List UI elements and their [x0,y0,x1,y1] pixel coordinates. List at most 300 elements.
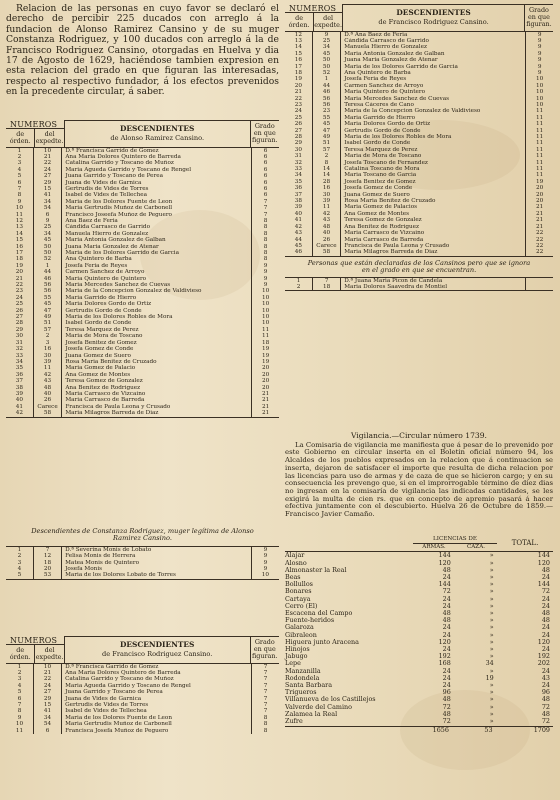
armas-heading: ARMAS. [422,544,446,551]
grado-value: 8 [252,244,279,250]
expediente-number: 57 [312,147,341,153]
grado-value: 8 [252,237,279,243]
grado-value: 10 [251,572,279,579]
armas-value: 72 [442,702,451,711]
orden-number: 1 [17,663,22,670]
expediente-number: 40 [33,391,62,397]
orden-number: 28 [15,320,23,327]
grado-value: 6 [252,180,279,186]
grado-value: 22 [526,243,553,249]
caza-value: » [489,609,494,618]
expediente-number: 58 [312,249,341,256]
orden-number: 43 [294,230,302,237]
descendant-name: Ana Benitez de Rodriguez [62,385,252,391]
expediente-number: 50 [33,244,62,250]
orden-number: 33 [294,166,302,173]
grado-value: 7 [252,199,279,205]
expediente-number: 6 [33,212,62,218]
numeros-heading: NUMEROS [10,635,58,645]
expediente-number: 40 [312,230,341,236]
town-name: Zufre [285,717,303,726]
descendant-name: Maria Garrido de Hierro [341,115,526,121]
total-value: 24 [541,681,550,690]
armas-value: 48 [442,565,451,574]
descendant-name: Maria Carrasco de Barreda [341,237,526,243]
descendant-name: Isabel Gordo de Conde [62,320,252,326]
licencia-row [285,653,553,660]
armas-value: 24 [442,630,451,639]
orden-number: 23 [15,288,23,295]
expediente-number: 14 [312,166,341,172]
expediente-number: 39 [312,198,341,204]
armas-value: 72 [442,587,451,596]
grado-value: 21 [252,397,279,403]
alonso-rows [6,147,279,418]
armas-value: 48 [442,609,451,618]
orden-number: 2 [17,669,22,676]
grado-value: 21 [526,204,553,210]
descendant-name: Maria de la Concepcion Gonzalez de Valdivieso [62,288,252,294]
town-name: Hinojos [285,645,310,654]
descendant-name: Juana Gomez de Suero [341,192,526,198]
orden-number: 19 [294,76,302,83]
licencia-row [285,588,553,595]
caza-value: » [489,623,494,632]
grado-value: 9 [251,553,279,559]
expediente-number: 43 [33,378,62,384]
town-name: Fuente-heridos [285,616,335,625]
founder-label: de Francisco Rodriguez Cansino. [102,649,213,658]
expediente-number: 24 [34,683,62,689]
orden-number: 42 [15,410,23,417]
descendant-name: Maria de la Concepcion Gonzalez de Valdivieso [341,108,526,114]
orden-number: 5 [17,572,22,579]
grado-value: 8 [252,256,279,262]
descendant-name: Maria Dolores Saavedra de Montiel [341,284,526,291]
orden-number: 24 [15,294,23,301]
descendant-name: Cándida Carrasco de Garrido [341,38,526,44]
de-orden-heading: de órden. [6,644,35,663]
orden-number: 3 [17,160,22,167]
descendant-name: Juana de Vides de Garnica [62,180,252,186]
caza-value: » [489,688,494,697]
grado-value: 6 [252,167,279,173]
total-heading: TOTAL. [511,539,539,548]
descendant-name: Rosa Maria Benitez de Cruzado [62,359,252,365]
descendant-name: Juana Maria Gonzalez de Atenar [62,244,252,250]
expediente-number: 41 [34,708,62,714]
expediente-number: 28 [312,179,341,185]
caza-value: » [489,616,494,625]
licencias-totals-row [285,727,553,735]
descendant-name: Teresa Marquez de Perez [62,327,252,333]
grado-value: 9 [526,44,553,50]
descendant-name: Francisca de Paula Leona y Crusado [62,404,252,410]
descendant-name: Ana Benitez de Rodriguez [341,224,526,230]
expediente-number: 50 [312,57,341,63]
grado-value: 21 [252,410,279,417]
expediente-number: 54 [34,721,62,727]
descendant-name: Gertrudis de Vides de Torres [62,702,252,708]
orden-number: 40 [15,397,23,404]
expediente-number: 52 [312,70,341,76]
descendant-name: Maria Mercedes Sanchez de Cuevas [341,96,526,102]
armas-value: 96 [442,688,451,697]
orden-number: 11 [15,211,23,218]
grado-value: 6 [252,147,279,154]
total-value: 48 [541,695,550,704]
grado-value: 9 [526,38,553,44]
expediente-number: 53 [33,572,61,579]
caza-value: » [489,594,494,603]
grado-value: 9 [526,57,553,63]
expediente-number: 55 [33,295,62,301]
descendant-name: Josefa Feria de Reyes [341,76,526,82]
expediente-number: 48 [33,385,62,391]
grado-value: 11 [526,134,553,140]
orden-number: 13 [15,224,23,231]
total-value: 24 [541,594,550,603]
expediente-number: 25 [312,38,341,44]
expediente-number: 7 [313,277,341,284]
town-name: Cartaya [285,594,311,603]
grado-value: 11 [526,115,553,121]
expediente-number: 6 [34,728,62,734]
orden-number: 31 [15,339,23,346]
table-row [6,410,279,417]
town-name: Santa Barbara [285,681,333,690]
numeros-heading: NUMEROS [289,3,337,13]
expediente-number: 50 [312,64,341,70]
descendant-name: Maria Gertrudis Muñoz de Carbonell [62,205,252,211]
caza-value: » [489,652,494,661]
descendant-name: Maria Gertrudis Muñoz de Carbonell [62,721,252,727]
descendant-name: Manuela Hierro de Gonzalez [62,231,252,237]
grado-value: 10 [252,288,279,294]
expediente-number: 57 [33,327,62,333]
descendant-name: Maria de los Dolores Fuente de Leon [62,199,252,205]
grado-value: 6 [252,186,279,192]
armas-value: 48 [442,709,451,718]
expediente-number: 7 [33,546,61,553]
expediente-number: 10 [34,663,62,670]
town-name: Lepe [285,659,301,668]
expediente-number: 15 [33,186,62,192]
descendant-name: Ana Baez de Feria [62,218,252,224]
descendant-name: Catalina Toscano de Mora [341,166,526,172]
descendant-name: Maria de los Dolores Fuente de Leon [62,715,252,721]
grado-value: 11 [526,172,553,178]
caza-value: » [489,587,494,596]
orden-number: 32 [294,159,302,166]
orden-number: 15 [15,237,23,244]
descendant-name: Ana Maria Dolores Quintero de Barreda [62,154,252,160]
grado-value: 8 [252,250,279,256]
descendant-name: Carmen Sanchez de Arroyo [62,269,252,275]
founder-label: de Alonso Ramirez Cansino. [110,133,205,142]
expediente-number: 45 [33,237,62,243]
licencia-row [285,581,553,588]
total-general: 1709 [533,726,550,735]
orden-number: 17 [15,250,23,256]
orden-number: 6 [17,179,22,186]
expediente-number: 47 [312,128,341,134]
caza-value: » [489,666,494,675]
descendant-name: D.ª Francisca Garrido de Gomez [62,663,252,670]
expediente-number: 26 [312,237,341,243]
town-name: Villanueva de los Castillejos [285,695,376,704]
descendant-name: Josefa Gomez de Conde [341,185,526,191]
orden-number: 11 [15,727,24,734]
grado-value: 7 [252,702,279,708]
grado-value: 8 [252,721,279,727]
orden-number: 34 [15,358,23,365]
grado-value: 21 [252,404,279,410]
grado-value: 19 [526,179,553,185]
grado-value: 9 [526,51,553,57]
table-constanza-rodriguez [6,528,279,580]
expediente-number: 23 [312,108,341,114]
grado-value: 11 [526,140,553,146]
circular-1739 [285,432,553,519]
caza-heading: CAZA. [466,544,486,551]
descendant-name: Maria Agueda Garrido y Toscano de Rengel [62,683,252,689]
grado-value: 20 [526,192,553,198]
grado-value: 11 [526,108,553,114]
grado-value: 19 [252,359,279,365]
descendant-name: Juana Garrido y Toscano de Perea [62,173,252,179]
orden-number: 13 [294,37,302,44]
expediente-number: 45 [312,51,341,57]
descendant-name: Juana Maria Gonzalez de Atenar [341,57,526,63]
descendant-name: Maria Gomez de Palacios [341,204,526,210]
licencia-row [285,567,553,574]
expediente-number: 48 [312,224,341,230]
total-value: 48 [541,616,550,625]
orden-number: 2 [17,553,22,560]
grado-value: 20 [526,185,553,191]
armas-value: 48 [442,695,451,704]
grado-value: 9 [252,269,279,275]
grado-heading: Grado en que figuran. [250,121,279,147]
descendant-name: Maria Antonia Gonzalez de Galban [341,51,526,57]
total-value: 96 [541,688,550,697]
orden-number: 35 [15,365,23,372]
numeros-heading: NUMEROS [10,119,58,129]
orden-number: 21 [294,89,302,96]
grado-value: 20 [252,378,279,384]
descendant-name: Maria Milagros Barreda de Diaz [62,410,252,417]
expediente-number: 9 [33,218,62,224]
orden-number: 7 [17,701,22,708]
expediente-number: 34 [33,231,62,237]
descendant-name: Isabel de Vides de Tellechea [62,192,252,198]
expediente-number: 27 [33,173,62,179]
expediente-number: 12 [33,553,61,559]
grado-value: 6 [252,192,279,198]
descendant-name: Maria Mercedes Sanchez de Cuevas [62,282,252,288]
table-row [6,546,279,553]
expediente-number: 9 [312,31,341,38]
table-row [285,249,553,256]
descendant-name: Teresa Gomez de Gonzalez [62,378,252,384]
caza-value: » [489,551,494,560]
orden-number: 30 [294,146,302,153]
total-value: 24 [541,623,550,632]
orden-number: 35 [294,178,302,185]
grado-value: 9 [526,64,553,70]
grado-value: 10 [252,301,279,307]
founder-label: de Francisco Rodriguez Cansino. [378,17,489,26]
grado-value: 10 [526,76,553,82]
expediente-number: 44 [312,83,341,89]
unknown-grade-rows [285,277,553,292]
expediente-number: 25 [33,224,62,230]
descendant-name: Teresa Cáceres de Cano [341,102,526,108]
grado-value: 22 [526,230,553,236]
orden-number: 30 [15,333,23,340]
licencia-row [285,711,553,718]
expediente-number: 24 [33,167,62,173]
descendant-name: Matea Monis de Quintero [62,560,252,566]
town-name: Escacena del Campo [285,609,353,618]
descendant-name: Cándida Carrasco de Garrido [62,224,252,230]
grado-value: 9 [252,276,279,282]
table-row [6,663,279,670]
descendant-name: Gertrudis Gordo de Conde [62,308,252,314]
del-expediente-heading: del expedte. [314,13,342,29]
descendant-name: Josefa Gomez de Conde [62,346,252,352]
orden-number: 38 [15,384,23,391]
licencia-row [285,552,553,560]
total-value: 72 [541,717,550,726]
grado-value: 7 [252,212,279,218]
caza-value: » [489,573,494,582]
del-expediente-heading: del expedte. [35,645,64,661]
town-name: Almonaster la Real [285,565,347,574]
caza-value: 19 [485,673,494,682]
descendant-name: Carmen Sanchez de Arroyo [341,83,526,89]
expediente-number: 16 [312,185,341,191]
expediente-number: 41 [33,192,62,198]
expediente-number: Carece [312,243,341,249]
grado-value: 9 [526,31,553,38]
orden-number: 10 [15,205,23,212]
expediente-number: 51 [33,320,62,326]
table-row [6,572,279,579]
grado-value: 7 [252,696,279,702]
table-row [285,284,553,291]
orden-number: 41 [15,403,23,410]
table-francisco-rodriguez-1 [6,636,279,734]
constanza-heading: Descendientes de Constanza Rodriguez, muger legítima de Alonso Ramirez Cansino. [31,527,254,543]
descendant-name: Catalina Garrido y Toscano de Muñoz [62,160,252,166]
intro-paragraph [6,4,279,98]
descendant-name: D.ª Juana Maria Picon de Candela [341,277,526,284]
licencias-heading: LICENCIAS DE [413,536,497,544]
orden-number: 6 [17,695,22,702]
descendant-name: Juana Garrido y Toscano de Perea [62,689,252,695]
total-value: 192 [537,652,550,661]
expediente-number: 3 [33,340,62,346]
caza-value: 34 [485,659,494,668]
expediente-number: 47 [33,308,62,314]
armas-value: 24 [442,594,451,603]
total-value: 48 [541,565,550,574]
total-value: 24 [541,630,550,639]
descendant-name: Catalina Garrido y Toscano de Muñoz [62,676,252,682]
licencias-table [285,536,553,734]
total-value: 24 [541,645,550,654]
expediente-number: 55 [312,115,341,121]
total-value: 120 [537,558,550,567]
grado-value: 21 [252,391,279,397]
grado-value: 10 [526,89,553,95]
expediente-number: 45 [33,301,62,307]
expediente-number: 29 [34,696,62,702]
grado-value: 11 [526,160,553,166]
grado-value: 7 [252,683,279,689]
licencia-row [285,682,553,689]
expediente-number: 54 [33,205,62,211]
orden-number: 16 [15,243,23,250]
grado-value: 8 [252,224,279,230]
orden-number: 19 [15,262,23,269]
orden-number: 22 [294,95,302,102]
expediente-number: 30 [312,192,341,198]
orden-number: 41 [294,217,302,224]
town-name: Manzanilla [285,666,321,675]
expediente-number: 30 [33,353,62,359]
descendant-name: Juana de Vides de Garnica [62,696,252,702]
town-name: Rodondela [285,673,320,682]
francisco-rows-1 [6,663,279,734]
town-name: Bonares [285,587,312,596]
armas-value: 144 [438,580,451,589]
descendientes-heading: DESCENDIENTES [396,8,471,18]
grado-value: 7 [252,689,279,695]
orden-number: 3 [17,676,22,683]
licencia-row [285,624,553,631]
descendant-name: Isabel de Vides de Tellechea [62,708,252,714]
descendant-name: Felisa Monis de Herrera [62,553,252,559]
armas-value: 24 [442,666,451,675]
grado-value: 10 [252,295,279,301]
expediente-number: 45 [312,121,341,127]
total-value: 24 [541,601,550,610]
expediente-number: 56 [312,96,341,102]
expediente-number: 56 [312,102,341,108]
expediente-number: 51 [312,140,341,146]
descendant-name: Maria de Mora de Toscano [341,153,526,159]
total-caza: 53 [484,726,493,735]
grado-value: 21 [526,224,553,230]
descendant-name: Ana Gomez de Montes [341,211,526,217]
orden-number: 33 [15,352,23,359]
orden-number: 46 [294,249,302,256]
orden-number: 32 [15,346,23,353]
armas-value: 48 [442,616,451,625]
total-value: 48 [541,709,550,718]
grado-value: 22 [526,237,553,243]
expediente-number: 42 [33,372,62,378]
grado-value: 10 [252,308,279,314]
orden-number: 5 [17,689,22,696]
orden-number: 23 [294,101,302,108]
descendant-name: Ana Quintero de Barba [341,70,526,76]
grado-value: 20 [252,372,279,378]
grado-value: 19 [252,353,279,359]
